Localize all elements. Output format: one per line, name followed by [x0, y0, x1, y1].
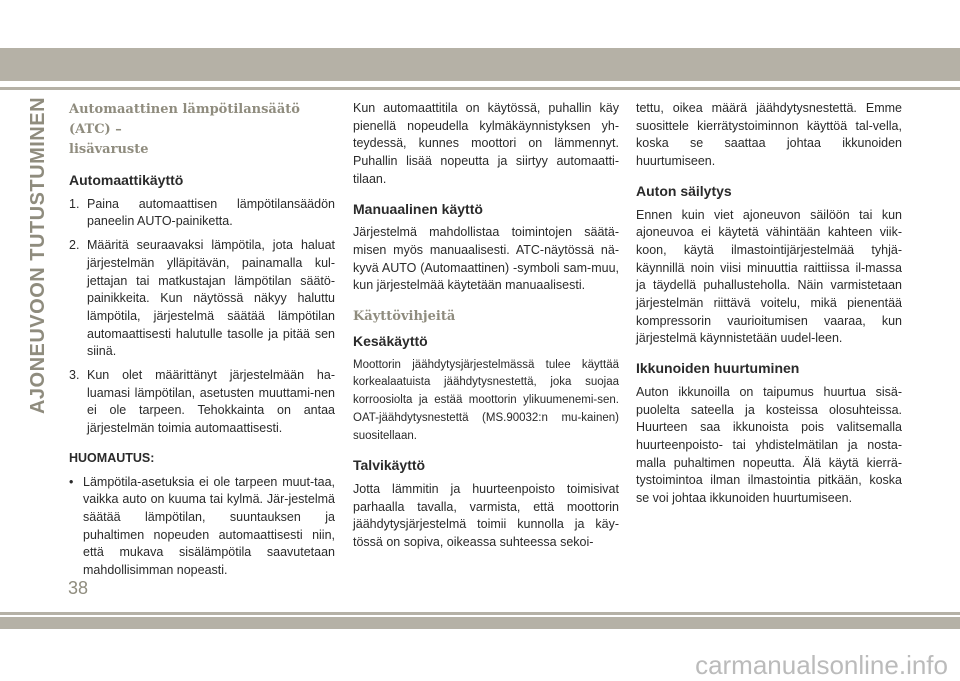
list-text: Kun olet määrittänyt järjestelmään ha-luamasi lämpötilan, asetusten muuttami-nen ei ole tarpeen. Tehokkainta on antaa järjestelmän toimia automaattisesti. — [87, 368, 335, 436]
note-text: Lämpötila-asetuksia ei ole tarpeen muut-taa, vaikka auto on kuuma tai kylmä. Jär-jestelmä säätää lämpötilan, suuntauksen ja puhaltimen nopeuden automaattisesti niin, että mukava sisälämpötila saavutetaan mahdollisimman nopeasti. — [83, 474, 335, 578]
paragraph-storage: Ennen kuin viet ajoneuvon säilöön tai kun ajoneuvoa ei käytetä vähintään kahteen viik-koon, käytä ilmastointijärjestelmää tyhjä-käynnillä noin viisi minuuttia raittiissa il-massa ja täydellä puhallusteholla. Näin varmistetaan järjestelmän riittävä voitelu, mikä pienentää kompressorin vaurioitumisen vaaraa, kun järjestelmä käynnistetään uudel-leen. — [636, 207, 902, 346]
paragraph-fogging: Auton ikkunoilla on taipumus huurtua sisä-puolelta sateella ja kosteissa olosuhteissa. Huurteen saa ikkunoista pois valitsemalla huurteenpoisto- tai yhdistelmätilan ja nosta-malla puhaltimen nopeutta. Älä käytä kierrä-tystoimintoa ilman ilmastointia pitkään, koska se voi johtaa ikkunoiden huurtumiseen. — [636, 384, 902, 506]
paragraph-manual: Järjestelmä mahdollistaa toimintojen säätä-misen myös manuaalisesti. ATC-näytössä nä-kyvä AUTO (Automaattinen) -symboli sam-muu, kun järjestelmää käytetään manuaalisesti. — [353, 225, 619, 293]
subheading-summer: Kesäkäyttö — [353, 333, 428, 350]
subheading-winter: Talvikäyttö — [353, 457, 426, 474]
top-rule — [0, 87, 960, 90]
page-number: 38 — [68, 578, 89, 598]
paragraph-summer: Moottorin jäähdytysjärjestelmässä tulee käyttää korkealaatuista jäähdytysnestettä, joka suojaa korroosiolta ja estää moottorin ylikuumenemi-sen. OAT-jäähdytysnestettä (MS.90032:n mu-kainen) suositellaan. — [353, 358, 619, 442]
top-band — [0, 48, 960, 81]
sidebar-title: AJONEUVOON TUTUSTUMINEN — [27, 96, 50, 414]
subheading-fogging: Ikkunoiden huurtuminen — [636, 360, 800, 377]
subheading-storage: Auton säilytys — [636, 182, 732, 199]
list-item — [69, 367, 335, 438]
paragraph-continued: tettu, oikea määrä jäähdytysnestettä. Emme suosittele kierrätystoiminnon käyttöä tal-vella, koska se saattaa johtaa ikkunoiden huurtumiseen. — [636, 101, 902, 169]
subheading-auto: Automaattikäyttö — [69, 172, 184, 188]
bullet: • — [69, 474, 74, 489]
list-number: 2. — [69, 238, 80, 253]
list-item — [69, 196, 335, 231]
paragraph-intro: Kun automaattitila on käytössä, puhallin käy pienellä nopeudella kylmäkäynnistyksen yh-teydessä, kunnes moottori on lämmennyt. Puhallin lisää nopeutta ja siirtyy automaatti-tilaan. — [353, 101, 619, 186]
bottom-band — [0, 617, 960, 629]
column-3 — [636, 100, 902, 508]
list-text: Paina automaattisen lämpötilansäädön paneelin AUTO-painiketta. — [87, 196, 335, 229]
section-heading-tips: Käyttövihjeitä — [353, 309, 456, 325]
column-2 — [353, 100, 619, 552]
list-text: Määritä seuraavaksi lämpötila, jota haluat järjestelmän ylläpitävän, painamalla kul-jettajan tai matkustajan lämpötilan säätö-painikkeita. Kun näytössä näkyy haluttu lämpötila, järjestelmä säätää lämpötilan automaattisesti halutulle tasolle ja pitää sen siinä. — [87, 238, 335, 359]
list-number: 3. — [69, 368, 80, 383]
column-1 — [69, 100, 335, 580]
section-heading-atc: Automaattinen lämpötilansäätö (ATC) – — [69, 102, 300, 137]
list-item — [69, 237, 335, 361]
watermark: carmanualsonline.info — [695, 650, 948, 680]
paragraph-winter: Jotta lämmitin ja huurteenpoisto toimisivat parhaalla tavalla, varmista, että moottorin jäähdytysjärjestelmä toimii kunnolla ja käy-tössä on sopiva, oikeassa suhteessa sekoi- — [353, 481, 619, 550]
subheading-manual: Manuaalinen käyttö — [353, 200, 483, 217]
note-item — [69, 474, 335, 580]
sidebar — [20, 96, 58, 414]
section-heading-atc-line2: lisävaruste — [69, 142, 149, 157]
note-label: HUOMAUTUS: — [69, 450, 155, 465]
bottom-rule — [0, 612, 960, 615]
list-number: 1. — [69, 196, 80, 211]
